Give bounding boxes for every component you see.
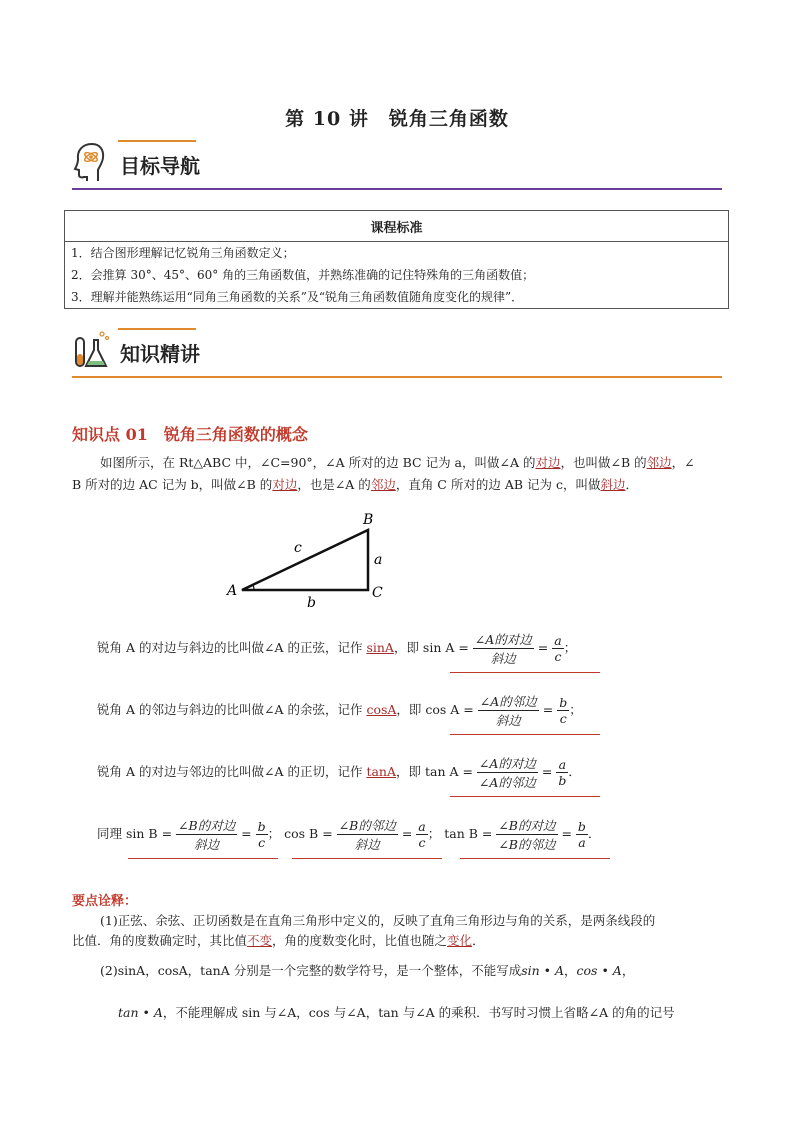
standards-row: 2．会推算 30°、45°、60° 角的三角函数值，并熟练准确的记住特殊角的三角函数值； xyxy=(65,264,729,286)
fraction xyxy=(556,757,568,788)
standards-row: 1．结合图形理解记忆锐角三角函数定义； xyxy=(65,242,729,265)
page-title: 第 10 讲 锐角三角函数 xyxy=(285,108,509,130)
fraction xyxy=(256,819,268,850)
text: ，即 tan A = xyxy=(396,764,477,779)
tangent-definition: 锐角 A 的对边与邻边的比叫做∠A 的正切，记作 tanA，即 tan A = $\frac{\text{∠A的对边}}{\text{∠A的邻边}}$ = $\frac{a}{b}$ ． xyxy=(97,756,581,790)
answer-blank: 不变 xyxy=(247,933,273,948)
side-label-a: a xyxy=(374,552,383,568)
answer-blank: 对边 xyxy=(535,455,561,470)
text: ； xyxy=(563,640,577,655)
sine-definition: 锐角 A 的对边与斜边的比叫做∠A 的正弦，记作 sinA，即 sin A = $\frac{\text{∠A的对边}}{\text{斜边}}$ = $\frac{a}{c}$ ； xyxy=(97,632,577,666)
section-title-goal: 目标导航 xyxy=(120,154,200,178)
answer-blank: sinA xyxy=(366,640,394,655)
text: (1)正弦、余弦、正切函数是在直角三角形中定义的，反映了直角三角形边与角的关系，是两条线段的 xyxy=(100,913,656,928)
text: ； xyxy=(267,826,281,841)
text: 同理 xyxy=(97,826,126,841)
fraction xyxy=(576,819,588,850)
denominator: ∠A的邻边 xyxy=(478,775,536,790)
text: ，也叫做∠B 的 xyxy=(560,455,647,470)
denominator: c xyxy=(554,649,562,664)
section-header-knowledge xyxy=(72,328,722,378)
text: cos B = xyxy=(284,826,337,841)
angle-b-definitions: 同理 sin B = $\frac{\text{∠B的对边}}{\text{斜边}}$ = $\frac{b}{c}$ ； cos B = $\frac{\text{∠B的邻边}}{\text{斜边}}$ = $\frac{a}{c}$ ； tan B = $\frac{\text{∠B的对边}}{\text{∠B的邻边}}$ = $\frac{b}{a}$ ． xyxy=(97,818,601,852)
answer-underline xyxy=(128,858,278,859)
numerator: ∠B的邻边 xyxy=(338,818,396,833)
denominator: c xyxy=(559,711,567,726)
answer-blank: tanA xyxy=(366,764,396,779)
answer-underline xyxy=(450,672,600,673)
text: 如图所示，在 Rt△ABC 中，∠C=90°，∠A 所对的边 BC 记为 a，叫做∠A 的 xyxy=(100,455,536,470)
numerator: a xyxy=(554,633,562,648)
numerator: ∠B的对边 xyxy=(498,818,556,833)
text: B 所对的边 AC 记为 b，叫做∠B 的 xyxy=(72,477,273,492)
answer-underline xyxy=(460,858,610,859)
text: ，不能理解成 sin 与∠A，cos 与∠A，tan 与∠A 的乘积．书写时习惯上省略∠A 的角的记号 xyxy=(162,1005,675,1020)
text: 比值．角的度数确定时，其比值 xyxy=(72,933,248,948)
fraction xyxy=(416,819,427,850)
fraction xyxy=(337,816,398,853)
answer-blank: 邻边 xyxy=(646,455,672,470)
right-triangle-diagram xyxy=(220,505,400,615)
denominator: 斜边 xyxy=(354,837,380,852)
text: ，也是∠A 的 xyxy=(297,477,371,492)
fraction xyxy=(478,692,539,729)
numerator: ∠A的邻边 xyxy=(479,694,537,709)
denominator: a xyxy=(578,835,586,850)
knowledge-point-title: 知识点 01 锐角三角函数的概念 xyxy=(72,425,308,444)
header-accent-line xyxy=(118,328,196,330)
numerator: ∠A的对边 xyxy=(474,632,532,647)
answer-underline xyxy=(450,734,600,735)
answer-blank: 对边 xyxy=(272,477,298,492)
head-brain-icon xyxy=(72,140,112,182)
text: 锐角 A 的对边与斜边的比叫做∠A 的正弦，记作 xyxy=(97,640,367,655)
math-symbol: cos • A xyxy=(576,963,622,978)
fraction xyxy=(552,633,563,664)
denominator: c xyxy=(418,835,426,850)
text: ； xyxy=(427,826,441,841)
note-paragraph-2 xyxy=(72,958,722,984)
denominator: 斜边 xyxy=(495,713,521,728)
note-paragraph-2-cont xyxy=(118,1000,728,1026)
section-rule-knowledge xyxy=(72,376,722,378)
text: ． xyxy=(625,477,639,492)
denominator: ∠B的邻边 xyxy=(498,837,556,852)
text: ，即 sin A = xyxy=(393,640,473,655)
answer-blank: 斜边 xyxy=(600,477,626,492)
section-rule-goal xyxy=(72,188,722,190)
numerator: a xyxy=(418,819,426,834)
fraction xyxy=(176,816,237,853)
fraction xyxy=(477,754,538,791)
text: ，即 cos A = xyxy=(396,702,478,717)
numerator: a xyxy=(556,757,568,773)
answer-blank: cosA xyxy=(366,702,397,717)
vertex-label-a: A xyxy=(227,583,238,599)
intro-paragraph-cont xyxy=(72,472,722,498)
cosine-definition: 锐角 A 的邻边与斜边的比叫做∠A 的余弦，记作 cosA，即 cos A = $\frac{\text{∠A的邻边}}{\text{斜边}}$ = $\frac{b}{c}$ ； xyxy=(97,694,582,728)
math-symbol: tan • A xyxy=(118,1005,163,1020)
text: ，直角 C 所对的边 AB 记为 c，叫做 xyxy=(395,477,601,492)
text: ； xyxy=(569,702,582,717)
standards-table xyxy=(64,210,729,309)
denominator: 斜边 xyxy=(194,837,220,852)
standards-row: 3．理解并能熟练运用“同角三角函数的关系”及“锐角三角函数值随角度变化的规律”． xyxy=(65,286,729,309)
lab-flask-icon xyxy=(72,328,112,370)
numerator: ∠B的对边 xyxy=(178,818,236,833)
numerator: ∠A的对边 xyxy=(478,756,536,771)
text: ． xyxy=(568,764,581,779)
numerator: b xyxy=(577,819,586,834)
text: ． xyxy=(587,826,601,841)
answer-blank: 变化 xyxy=(447,933,473,948)
answer-underline xyxy=(450,796,600,797)
fraction xyxy=(557,695,569,726)
side-label-c: c xyxy=(294,540,302,556)
denominator: b xyxy=(558,773,567,788)
vertex-label-b: B xyxy=(363,512,374,528)
text: tan B = xyxy=(444,826,497,841)
text: 锐角 A 的对边与邻边的比叫做∠A 的正切，记作 xyxy=(97,764,367,779)
math-symbol: sin • A xyxy=(521,963,565,978)
text: ，角的度数变化时，比值也随之 xyxy=(272,933,448,948)
text: (2)sinA，cosA，tanA 分别是一个完整的数学符号，是一个整体，不能写成 xyxy=(100,963,522,978)
section-header-goal xyxy=(72,140,722,190)
fraction xyxy=(496,816,557,853)
answer-blank: 邻边 xyxy=(370,477,396,492)
text: ，∠ xyxy=(671,455,695,470)
text: 锐角 A 的邻边与斜边的比叫做∠A 的余弦，记作 xyxy=(97,702,367,717)
numerator: b xyxy=(257,819,266,834)
vertex-label-c: C xyxy=(372,585,383,601)
text: ， xyxy=(621,963,635,978)
text: ， xyxy=(564,963,577,978)
denominator: 斜边 xyxy=(490,651,516,666)
triangle-shape xyxy=(242,530,368,590)
key-points-title: 要点诠释： xyxy=(72,894,138,909)
header-accent-line xyxy=(118,140,196,142)
note-paragraph-1-cont xyxy=(72,928,722,954)
side-label-b: b xyxy=(307,595,316,611)
numerator: b xyxy=(559,695,568,710)
denominator: c xyxy=(258,835,266,850)
section-title-knowledge: 知识精讲 xyxy=(120,342,200,366)
fraction xyxy=(473,630,534,667)
standards-table-header: 课程标准 xyxy=(65,211,729,242)
text: sin B = xyxy=(125,826,177,841)
text: ． xyxy=(472,933,485,948)
answer-underline xyxy=(292,858,442,859)
